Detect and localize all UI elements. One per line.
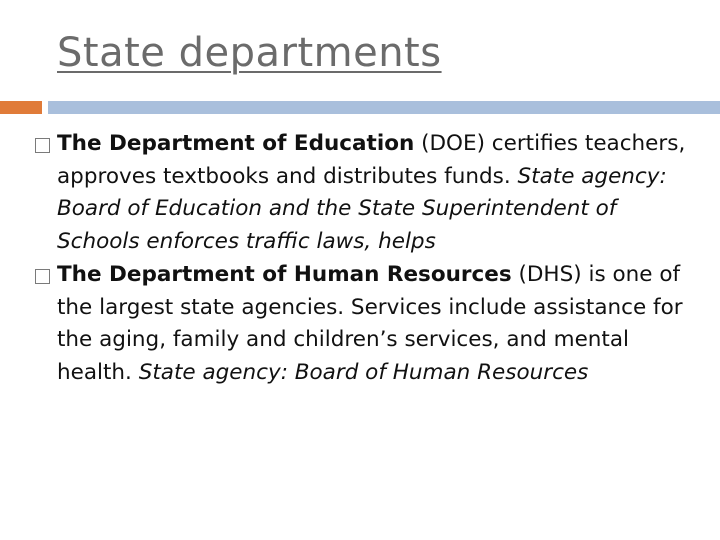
bullet-box-icon [35, 138, 50, 153]
item-bold-name: The Department of Education [57, 131, 415, 156]
item-bold-name: The Department of Human Resources [57, 261, 512, 287]
accent-bar-orange [0, 101, 42, 114]
item-italic-text: State agency: Board of Education and the State Superintendent of Schools enforces traffic laws, helps [57, 163, 667, 255]
item-italic-text: State agency: Board of Human Resources [138, 359, 589, 385]
item-text: certifies teachers, approves textbooks and distributes funds. [57, 131, 686, 189]
item-text: is one of the largest state agencies. Services include assistance for the aging, family and children’s services, and mental health. [57, 261, 683, 385]
item-abbr: (DOE) [414, 131, 492, 156]
bullet-list [57, 128, 697, 390]
list-item-dhs [57, 259, 697, 390]
bullet-box-icon [35, 269, 50, 284]
list-item-doe [57, 128, 697, 259]
slide-title: State departments [57, 30, 442, 76]
accent-bar-blue [48, 101, 720, 114]
item-abbr: (DHS) [511, 261, 589, 287]
